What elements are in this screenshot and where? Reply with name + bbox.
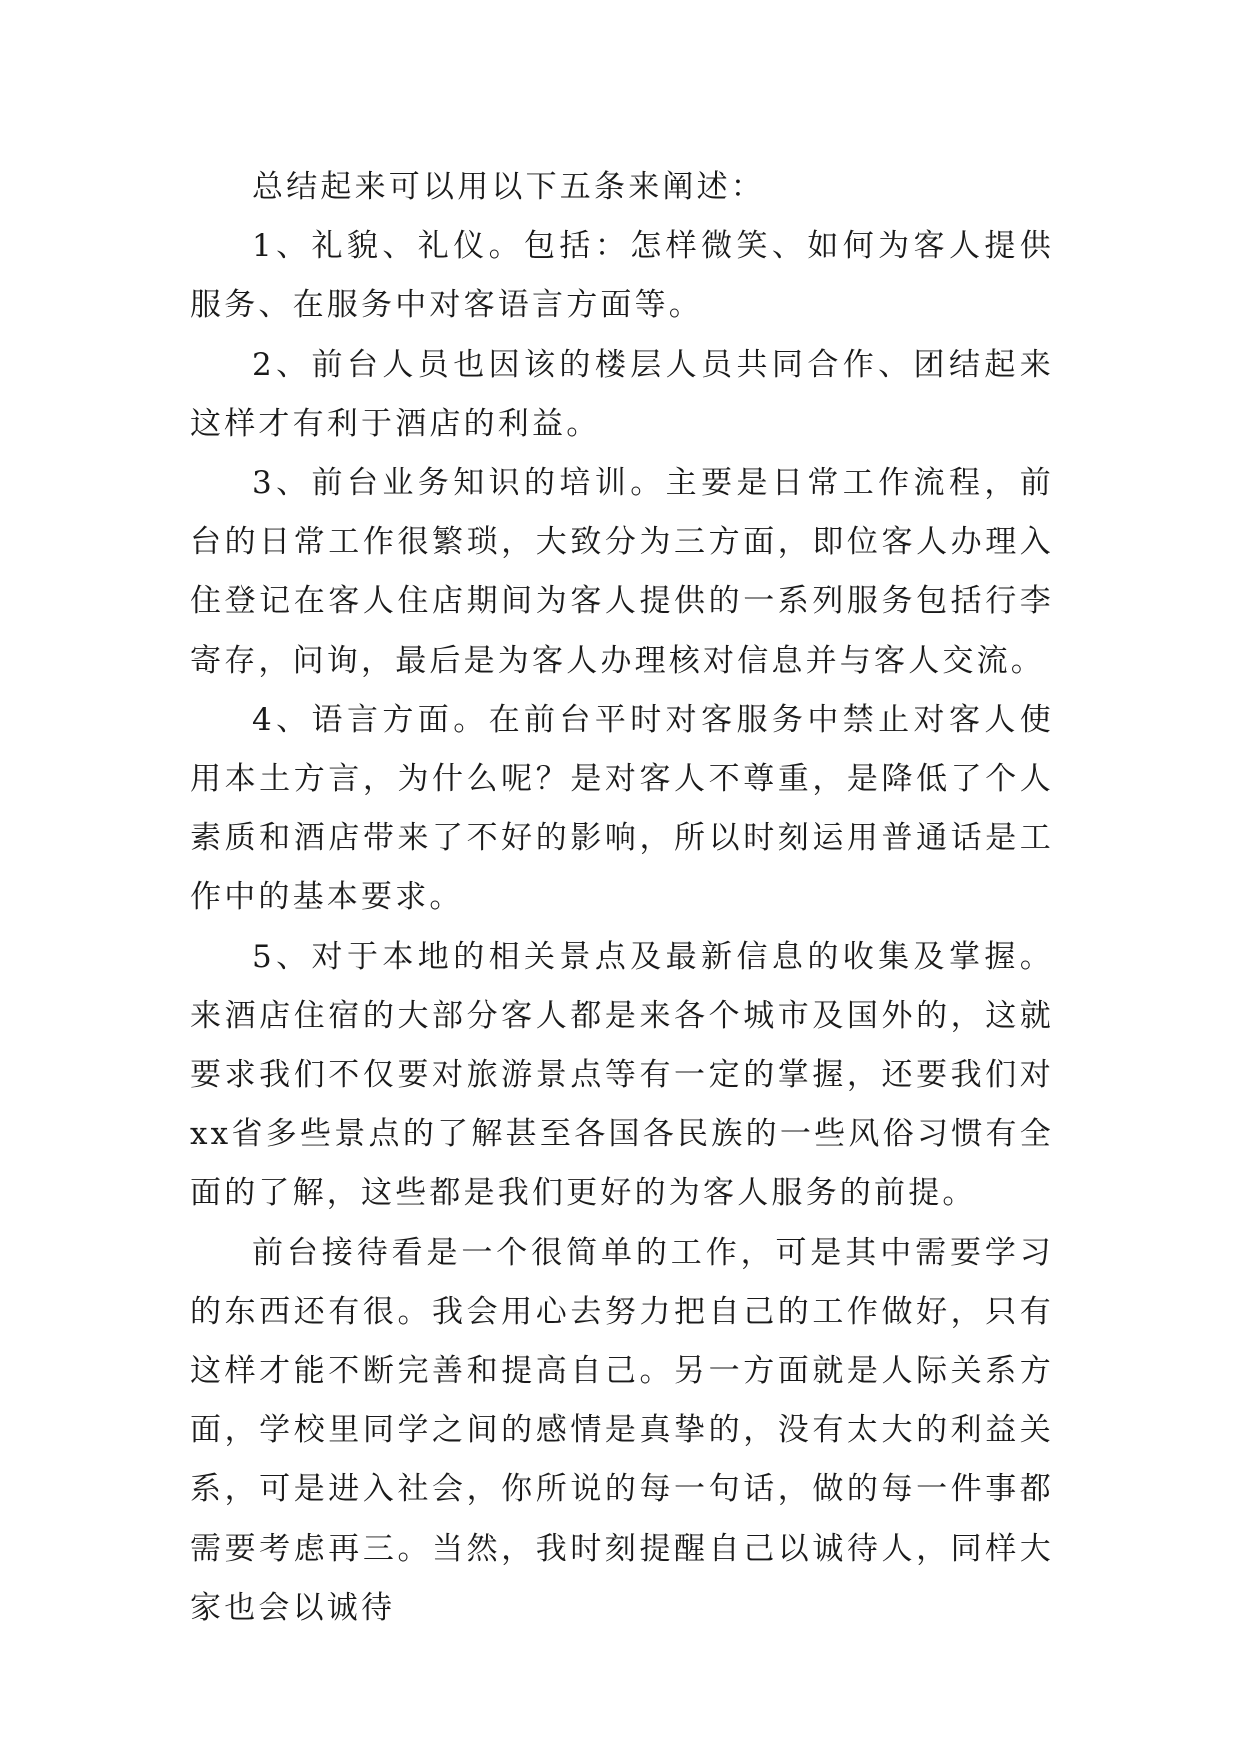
paragraph-conclusion: 前台接待看是一个很简单的工作，可是其中需要学习的东西还有很。我会用心去努力把自己的工作做好，只有这样才能不断完善和提高自己。另一方面就是人际关系方面，学校里同学之间的感情是真挚的，没有太大的利益关系，可是进入社会，你所说的每一句话，做的每一件事都需要考虑再三。当然，我时刻提醒自己以诚待人，同样大家也会以诚待 bbox=[190, 1234, 1054, 1626]
document-body bbox=[190, 158, 1054, 1638]
paragraph-item-4: 4、语言方面。在前台平时对客服务中禁止对客人使用本土方言，为什么呢？是对客人不尊重，是降低了个人素质和酒店带来了不好的影响，所以时刻运用普通话是工作中的基本要求。 bbox=[190, 701, 1054, 916]
paragraph-item-3: 3、前台业务知识的培训。主要是日常工作流程，前台的日常工作很繁琐，大致分为三方面，即位客人办理入住登记在客人住店期间为客人提供的一系列服务包括行李寄存，问询，最后是为客人办理核对信息并与客人交流。 bbox=[190, 465, 1054, 679]
paragraph-item-5: 5、对于本地的相关景点及最新信息的收集及掌握。来酒店住宿的大部分客人都是来各个城市及国外的，这就要求我们不仅要对旅游景点等有一定的掌握，还要我们对xx省多些景点的了解甚至各国各民族的一些风俗习惯有全面的了解，这些都是我们更好的为客人服务的前提。 bbox=[190, 938, 1054, 1212]
paragraph-item-1: 1、礼貌、礼仪。包括：怎样微笑、如何为客人提供服务、在服务中对客语言方面等。 bbox=[190, 228, 1054, 324]
paragraph-intro: 总结起来可以用以下五条来阐述： bbox=[252, 169, 765, 205]
paragraph-item-2: 2、前台人员也因该的楼层人员共同合作、团结起来这样才有利于酒店的利益。 bbox=[190, 346, 1054, 442]
